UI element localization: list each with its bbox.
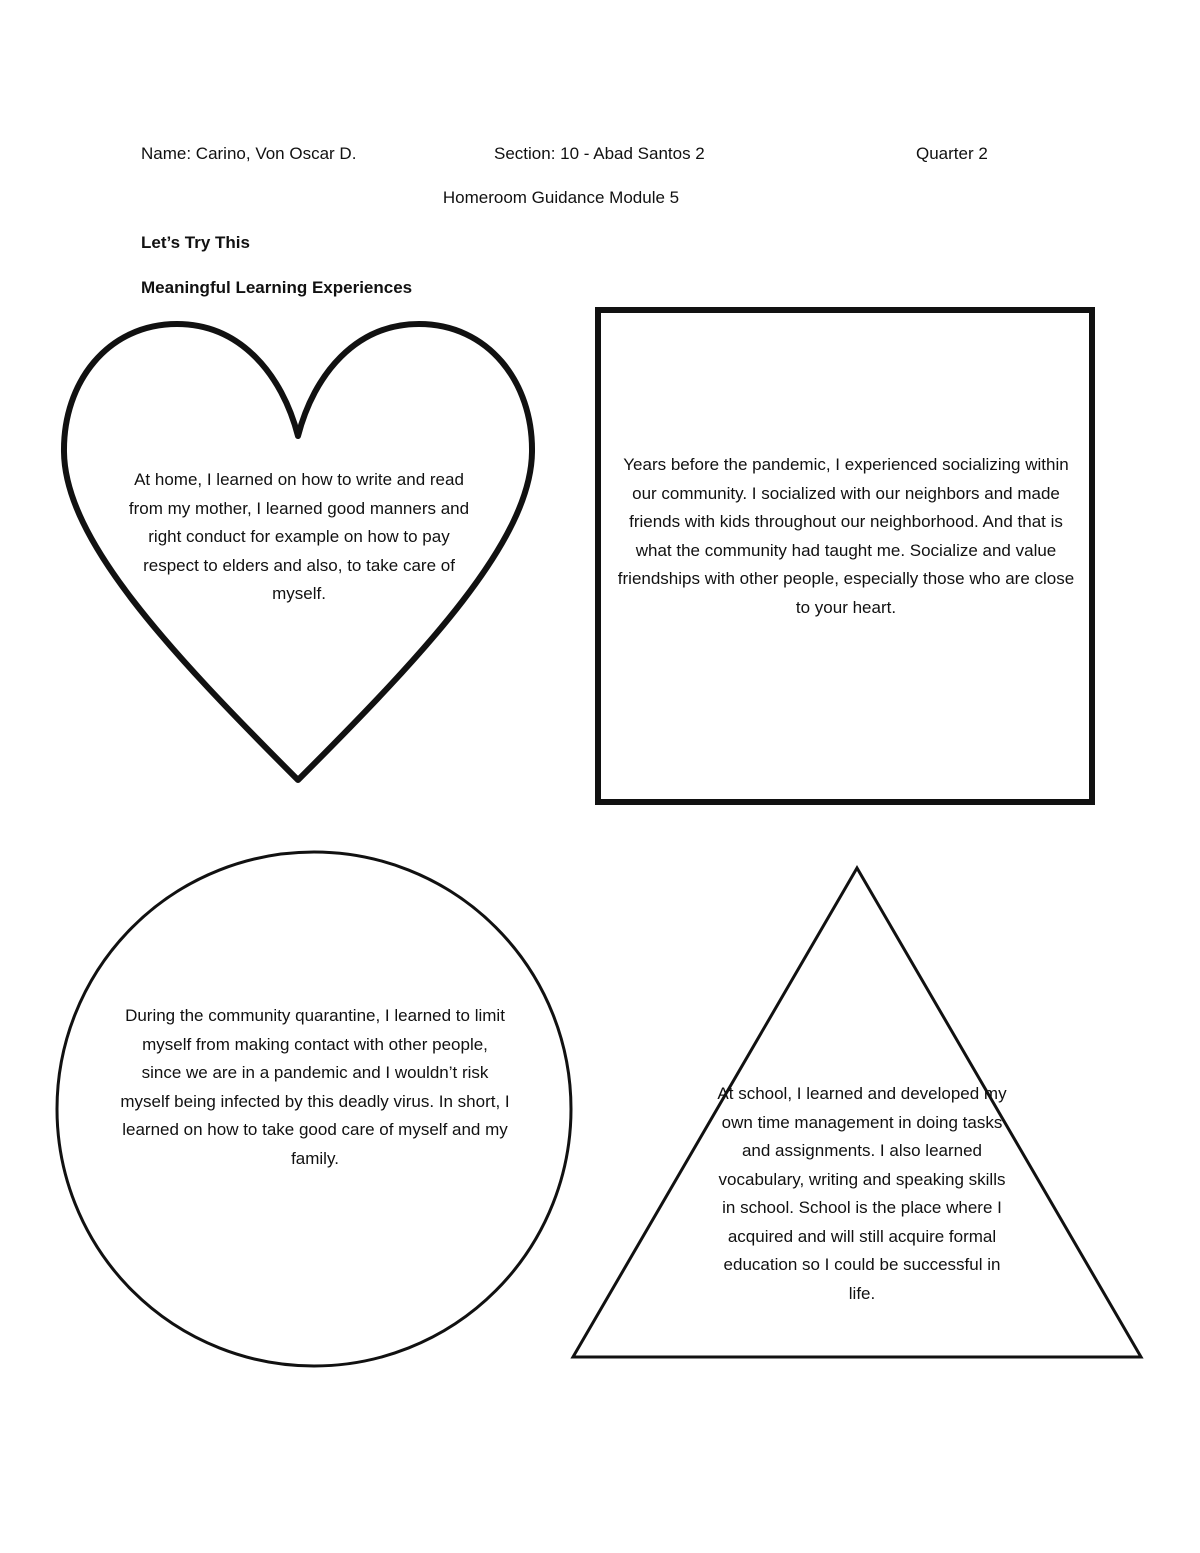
section-heading: Let’s Try This: [141, 233, 250, 252]
quarter-label: Quarter 2: [916, 144, 988, 163]
heart-reflection: At home, I learned on how to write and read from my mother, I learned good manners and right conduct for example on how to pay respect to elders and also, to take care of myself.: [128, 470, 470, 603]
module-title: Homeroom Guidance Module 5: [442, 188, 680, 207]
student-name: Name: Carino, Von Oscar D.: [141, 144, 357, 163]
circle-reflection: During the community quarantine, I learned to limit myself from making contact with other people, since we are in a pandemic and I wouldn’t risk myself being infected by this deadly virus. In short, I learned on how to take good care of myself and my family.: [120, 1006, 510, 1168]
activity-title: Meaningful Learning Experiences: [141, 278, 413, 297]
student-section: Section: 10 - Abad Santos 2: [494, 144, 705, 163]
square-reflection: Years before the pandemic, I experienced socializing within our community. I socialized with our neighbors and made friends with kids throughout our neighborhood. And that is what the community had taught me. Socialize and value friendships with other people, especially those who are close to your heart.: [617, 455, 1075, 617]
triangle-reflection: At school, I learned and developed my own time management in doing tasks and assignments. I also learned vocabulary, writing and speaking skills in school. School is the place where I acquired and will still acquire formal education so I could be successful in life.: [717, 1084, 1007, 1303]
